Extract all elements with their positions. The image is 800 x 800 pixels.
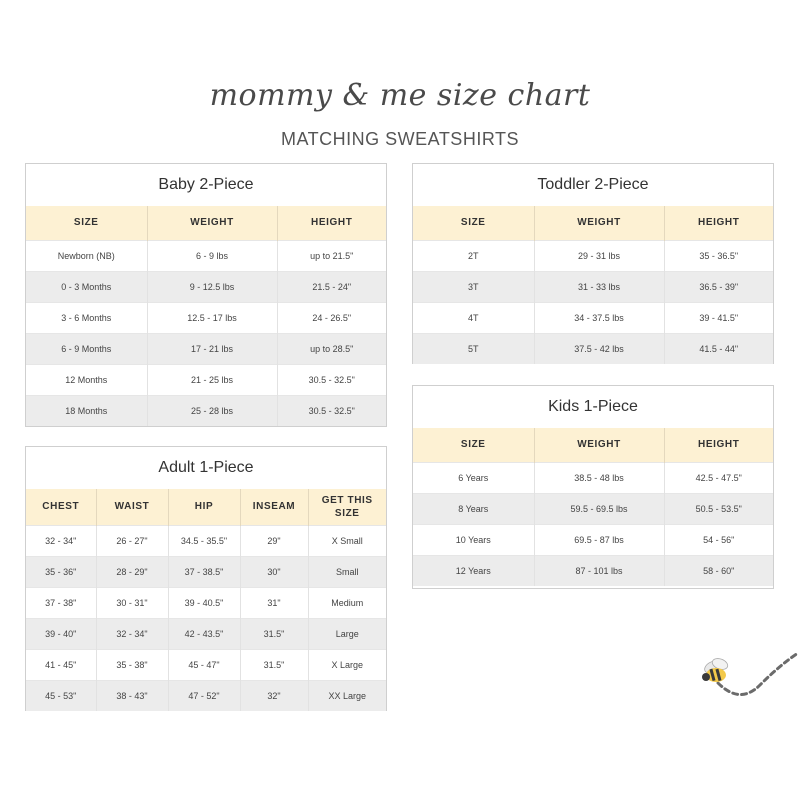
table-row (413, 333, 773, 364)
column-header: HEIGHT (664, 206, 773, 240)
table-cell: 34 - 37.5 lbs (534, 302, 664, 333)
table-cell: 29" (240, 525, 308, 556)
table-row (413, 462, 773, 493)
table-cell: 41.5 - 44" (664, 333, 773, 364)
table-row (413, 555, 773, 586)
table-cell: 58 - 60" (664, 555, 773, 586)
column-header: HEIGHT (664, 428, 773, 462)
table-row (26, 395, 386, 426)
table-cell: X Small (308, 525, 386, 556)
table-row (26, 271, 386, 302)
table-cell: 8 Years (413, 493, 534, 524)
table-cell: 2T (413, 240, 534, 271)
column-header: CHEST (26, 489, 96, 525)
table-row (413, 493, 773, 524)
table-cell: 30" (240, 556, 308, 587)
column-header: HIP (168, 489, 240, 525)
card-title: Toddler 2-Piece (537, 176, 649, 193)
table-cell: 45 - 53" (26, 680, 96, 711)
column-header: WAIST (96, 489, 168, 525)
table-cell: 35 - 38" (96, 649, 168, 680)
card-title: Adult 1-Piece (158, 459, 254, 476)
table-cell: 26 - 27" (96, 525, 168, 556)
bee-icon (700, 645, 800, 705)
table-cell: 37 - 38.5" (168, 556, 240, 587)
table-cell: XX Large (308, 680, 386, 711)
table-row (26, 364, 386, 395)
table-row (26, 525, 386, 556)
table-cell: Large (308, 618, 386, 649)
column-header: WEIGHT (534, 206, 664, 240)
toddler-card (412, 163, 774, 364)
table-cell: 12 Months (26, 364, 147, 395)
table-cell: 32 - 34" (26, 525, 96, 556)
script-title: mommy & me size chart (209, 78, 591, 113)
table-cell: 35 - 36" (26, 556, 96, 587)
column-header: WEIGHT (534, 428, 664, 462)
table-cell: 21.5 - 24" (277, 271, 386, 302)
table-cell: 30.5 - 32.5" (277, 364, 386, 395)
table-cell: 42 - 43.5" (168, 618, 240, 649)
table-row (413, 271, 773, 302)
table-cell: 9 - 12.5 lbs (147, 271, 277, 302)
table-cell: 12.5 - 17 lbs (147, 302, 277, 333)
column-header: GET THIS SIZE (308, 489, 386, 525)
table-row (413, 524, 773, 555)
kids-table (413, 428, 773, 586)
table-cell: 37.5 - 42 lbs (534, 333, 664, 364)
table-cell: Small (308, 556, 386, 587)
table-cell: 25 - 28 lbs (147, 395, 277, 426)
table-cell: 30.5 - 32.5" (277, 395, 386, 426)
table-cell: 30 - 31" (96, 587, 168, 618)
table-cell: 47 - 52" (168, 680, 240, 711)
table-cell: 87 - 101 lbs (534, 555, 664, 586)
table-cell: 28 - 29" (96, 556, 168, 587)
table-cell: 54 - 56" (664, 524, 773, 555)
table-cell: 59.5 - 69.5 lbs (534, 493, 664, 524)
column-header: INSEAM (240, 489, 308, 525)
table-cell: Newborn (NB) (26, 240, 147, 271)
table-cell: 31.5" (240, 618, 308, 649)
table-row (413, 240, 773, 271)
table-cell: 31 - 33 lbs (534, 271, 664, 302)
table-cell: 35 - 36.5" (664, 240, 773, 271)
card-title: Baby 2-Piece (158, 176, 254, 193)
table-cell: 6 - 9 lbs (147, 240, 277, 271)
table-row (26, 649, 386, 680)
table-cell: 37 - 38" (26, 587, 96, 618)
card-title: Kids 1-Piece (548, 398, 638, 415)
table-cell: 24 - 26.5" (277, 302, 386, 333)
table-cell: 31.5" (240, 649, 308, 680)
adult-card (25, 446, 387, 711)
table-cell: 29 - 31 lbs (534, 240, 664, 271)
table-row (26, 587, 386, 618)
table-cell: 42.5 - 47.5" (664, 462, 773, 493)
table-cell: up to 21.5" (277, 240, 386, 271)
table-cell: 32 - 34" (96, 618, 168, 649)
table-cell: 0 - 3 Months (26, 271, 147, 302)
subtitle: MATCHING SWEATSHIRTS (280, 129, 519, 149)
table-row (26, 240, 386, 271)
table-cell: 5T (413, 333, 534, 364)
table-row (26, 618, 386, 649)
table-cell: 31" (240, 587, 308, 618)
table-row (413, 302, 773, 333)
baby-table (26, 206, 386, 426)
column-header: SIZE (26, 206, 147, 240)
table-cell: 36.5 - 39" (664, 271, 773, 302)
table-cell: 6 Years (413, 462, 534, 493)
table-cell: 18 Months (26, 395, 147, 426)
table-row (26, 302, 386, 333)
table-cell: 17 - 21 lbs (147, 333, 277, 364)
table-cell: Medium (308, 587, 386, 618)
column-header: WEIGHT (147, 206, 277, 240)
table-cell: 69.5 - 87 lbs (534, 524, 664, 555)
table-cell: 39 - 40" (26, 618, 96, 649)
table-cell: 50.5 - 53.5" (664, 493, 773, 524)
adult-table (26, 489, 386, 711)
table-cell: 21 - 25 lbs (147, 364, 277, 395)
table-cell: 12 Years (413, 555, 534, 586)
table-cell: 45 - 47" (168, 649, 240, 680)
baby-card (25, 163, 387, 427)
table-cell: up to 28.5" (277, 333, 386, 364)
table-cell: 39 - 40.5" (168, 587, 240, 618)
column-header: SIZE (413, 206, 534, 240)
table-cell: 32" (240, 680, 308, 711)
table-cell: 3 - 6 Months (26, 302, 147, 333)
table-cell: 38.5 - 48 lbs (534, 462, 664, 493)
table-cell: X Large (308, 649, 386, 680)
kids-card (412, 385, 774, 589)
table-cell: 39 - 41.5" (664, 302, 773, 333)
table-row (26, 680, 386, 711)
table-row (26, 556, 386, 587)
toddler-table (413, 206, 773, 364)
table-cell: 10 Years (413, 524, 534, 555)
table-cell: 38 - 43" (96, 680, 168, 711)
table-cell: 34.5 - 35.5" (168, 525, 240, 556)
table-cell: 3T (413, 271, 534, 302)
table-row (26, 333, 386, 364)
table-cell: 41 - 45" (26, 649, 96, 680)
table-cell: 4T (413, 302, 534, 333)
column-header: HEIGHT (277, 206, 386, 240)
column-header: SIZE (413, 428, 534, 462)
table-cell: 6 - 9 Months (26, 333, 147, 364)
